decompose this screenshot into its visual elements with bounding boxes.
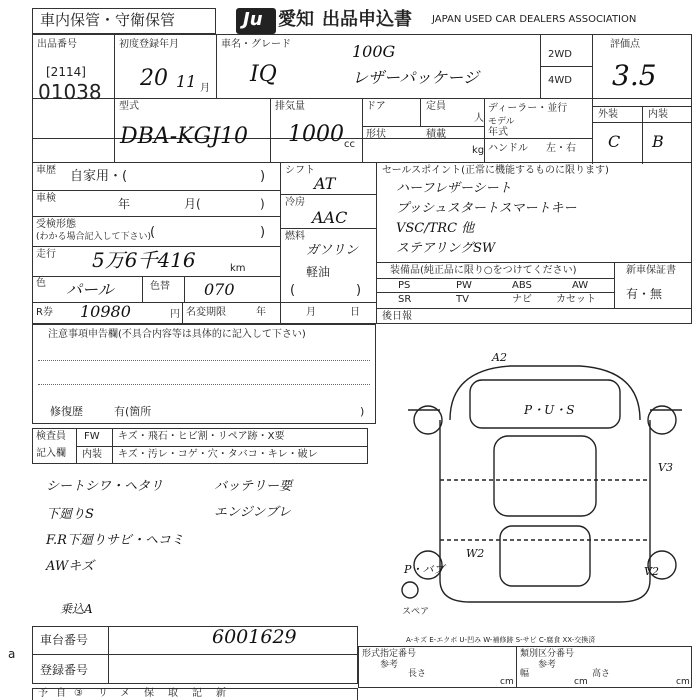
equipment-item[interactable]: SR bbox=[398, 294, 412, 305]
damage-mark: P・U・S bbox=[524, 403, 575, 417]
width-label: 幅 bbox=[520, 669, 530, 679]
registration-month-unit: 月 bbox=[200, 83, 210, 94]
rating-label: 評価点 bbox=[610, 39, 640, 50]
equipment-label: 装備品(純正品に限り○をつけてください) bbox=[390, 265, 577, 276]
mileage-value: 5万6千416 bbox=[92, 248, 196, 272]
model-year-small: モデル bbox=[488, 117, 515, 127]
interior-grade: B bbox=[652, 132, 664, 151]
ju-logo-text: Ju bbox=[243, 9, 263, 30]
exterior-grade: C bbox=[608, 132, 621, 151]
drive-2wd: 2WD bbox=[548, 49, 572, 60]
length-unit: cm bbox=[500, 677, 514, 687]
equipment-item[interactable]: AW bbox=[572, 280, 589, 291]
repair-history-value: 有(箇所 bbox=[114, 405, 152, 418]
model-label: 型式 bbox=[119, 101, 139, 112]
grade-line-1: 100G bbox=[352, 42, 396, 61]
inspector-interior: 内装 bbox=[82, 449, 102, 460]
reg-number-label: 登録番号 bbox=[40, 663, 89, 677]
inspector-note: 乗込A bbox=[60, 602, 93, 616]
form-spec-ref: 参考 bbox=[380, 660, 399, 670]
inspector-label-2: 記入欄 bbox=[36, 448, 66, 459]
registration-month: 11 bbox=[176, 72, 197, 91]
inspection-month: 月( bbox=[184, 197, 201, 211]
spare-label: スペア bbox=[402, 607, 430, 617]
inspection-label: 車検 bbox=[36, 193, 56, 204]
dealer-label: ディーラー・並行 bbox=[488, 103, 568, 114]
acceptance-label: 受検形態 bbox=[36, 219, 76, 230]
chassis-label: 車台番号 bbox=[40, 633, 89, 647]
lot-number: 01038 bbox=[38, 80, 102, 104]
name-change-label: 名変期限 bbox=[186, 307, 226, 318]
inspector-note: バッテリー要 bbox=[214, 479, 293, 494]
handle-label: ハンドル bbox=[488, 143, 528, 154]
doc-item: 自 bbox=[56, 688, 66, 699]
displacement-value: 1000 bbox=[288, 122, 344, 147]
history-value: 自家用・( bbox=[70, 169, 128, 184]
model-code: DBA-KGJ10 bbox=[120, 124, 248, 149]
form-spec-label: 形式指定番号 bbox=[362, 649, 417, 659]
damage-legend: A-キズ E-エクボ U-凹み W-補修跡 S-サビ C-腐食 XX-交換済 bbox=[406, 636, 596, 644]
door-label: ドア bbox=[366, 101, 386, 112]
mileage-unit: km bbox=[230, 263, 246, 274]
storage-label: 車内保管・守衛保管 bbox=[40, 11, 176, 29]
doc-item: メ bbox=[120, 688, 130, 699]
year-label: 年式 bbox=[488, 127, 508, 138]
doc-item: 取 bbox=[168, 688, 178, 699]
recycle-yen: 円 bbox=[170, 309, 180, 320]
doc-item: 新 bbox=[216, 688, 226, 699]
sales-points-label: セールスポイント(正常に機能するものに限ります) bbox=[382, 165, 609, 176]
equipment-item[interactable]: TV bbox=[456, 294, 469, 305]
new-warranty-label: 新車保証書 bbox=[626, 265, 676, 276]
damage-mark: A2 bbox=[492, 351, 507, 364]
damage-mark: P・バブ bbox=[404, 563, 445, 576]
inspection-close: ) bbox=[260, 197, 265, 211]
name-change-month: 月 bbox=[306, 307, 316, 318]
chassis-value: 6001629 bbox=[212, 626, 297, 648]
english-title: JAPAN USED CAR DEALERS ASSOCIATION bbox=[432, 14, 637, 25]
inspector-note: エンジンブレ bbox=[214, 505, 291, 520]
registration-label: 初度登録年月 bbox=[119, 39, 179, 50]
equipment-item[interactable]: ナビ bbox=[512, 294, 532, 305]
fuel-label: 燃料 bbox=[285, 231, 305, 242]
damage-mark: V3 bbox=[658, 461, 673, 474]
recycle-value: 10980 bbox=[80, 302, 131, 321]
shape-label: 形状 bbox=[366, 129, 386, 140]
color-change-label: 色替 bbox=[150, 281, 170, 292]
displacement-unit: cc bbox=[344, 139, 355, 150]
color-value: パール bbox=[66, 280, 114, 299]
fuel-open: ( bbox=[290, 283, 296, 298]
sales-point-item: ステアリングSW bbox=[396, 241, 496, 256]
repair-history-close: ) bbox=[360, 405, 365, 418]
displacement-label: 排気量 bbox=[275, 101, 305, 112]
doc-item: リ bbox=[98, 688, 108, 699]
history-close: ) bbox=[260, 169, 266, 184]
inspector-note: 下廻りS bbox=[46, 507, 94, 522]
rating-score: 3.5 bbox=[612, 59, 657, 92]
color-label: 色 bbox=[36, 278, 46, 289]
drive-4wd: 4WD bbox=[548, 75, 572, 86]
sales-point-item: ハーフレザーシート bbox=[396, 181, 512, 196]
fuel-close: ) bbox=[356, 283, 362, 298]
exterior-label: 外装 bbox=[598, 109, 618, 120]
mileage-label: 走行 bbox=[36, 249, 56, 260]
inspection-year: 年 bbox=[118, 197, 131, 211]
inspector-label-1: 検査員 bbox=[36, 431, 66, 442]
remarks-label: 後日報 bbox=[382, 311, 412, 322]
model-grade-label: 車名・グレード bbox=[221, 39, 291, 50]
notes-label: 注意事項申告欄(不具合内容等は具体的に記入して下さい) bbox=[48, 329, 306, 340]
handle-options: 左・右 bbox=[546, 143, 576, 154]
doc-item: 保 bbox=[144, 688, 154, 699]
class-ref: 参考 bbox=[538, 660, 557, 670]
acceptance-note: (わかる場合記入して下さい) bbox=[36, 232, 152, 242]
capacity-label: 定員 bbox=[426, 101, 446, 112]
shift-value: AT bbox=[314, 174, 336, 193]
history-label: 車歴 bbox=[36, 165, 56, 176]
capacity-unit: 人 bbox=[474, 113, 484, 124]
association-name: 愛知 bbox=[278, 9, 314, 30]
repair-history-label: 修復歴 bbox=[50, 405, 83, 418]
color-code: 070 bbox=[204, 280, 235, 299]
damage-mark: W2 bbox=[466, 547, 485, 560]
inspector-note: シートシワ・ヘタリ bbox=[46, 479, 164, 494]
inspector-fw-items: キズ・飛石・ヒビ割・リペア跡・X要 bbox=[118, 431, 285, 442]
lot-code: [2114] bbox=[46, 65, 86, 79]
doc-item: 記 bbox=[192, 688, 202, 699]
sales-point-item: プッシュスタートスマートキー bbox=[396, 201, 577, 216]
equipment-item[interactable]: PW bbox=[456, 280, 472, 291]
recycle-label: R券 bbox=[36, 307, 53, 318]
ac-label: 冷房 bbox=[285, 197, 305, 208]
equipment-item[interactable]: カセット bbox=[556, 294, 596, 305]
ac-value: AAC bbox=[312, 208, 348, 227]
class-label: 類別区分番号 bbox=[520, 649, 575, 659]
margin-mark: a bbox=[8, 647, 16, 661]
length-label: 長さ bbox=[408, 669, 427, 679]
shift-label: シフト bbox=[285, 165, 315, 176]
height-label: 高さ bbox=[592, 669, 611, 679]
inspector-fw: FW bbox=[84, 431, 100, 442]
acceptance-open: ( bbox=[150, 225, 156, 240]
height-unit: cm bbox=[676, 677, 690, 687]
equipment-item[interactable]: ABS bbox=[512, 280, 532, 291]
load-unit: kg bbox=[472, 145, 485, 156]
registration-year: 20 bbox=[140, 66, 168, 91]
damage-mark: V2 bbox=[644, 565, 659, 578]
inspector-note: AWキズ bbox=[46, 559, 94, 574]
sales-point-item: VSC/TRC 他 bbox=[396, 221, 475, 236]
fuel-gasoline: ガソリン bbox=[306, 243, 359, 258]
width-unit: cm bbox=[574, 677, 588, 687]
equipment-item[interactable]: PS bbox=[398, 280, 411, 291]
doc-item: 予 bbox=[38, 688, 48, 699]
inspector-note: F.R下廻りサビ・ヘコミ bbox=[46, 533, 184, 548]
new-warranty-value: 有・無 bbox=[626, 287, 663, 301]
form-title: 出品申込書 bbox=[322, 9, 412, 30]
lot-label: 出品番号 bbox=[37, 39, 77, 50]
doc-item: ③ bbox=[74, 688, 83, 699]
name-change-year: 年 bbox=[256, 307, 266, 318]
fuel-diesel: 軽油 bbox=[306, 265, 331, 279]
name-change-day: 日 bbox=[350, 307, 360, 318]
interior-label: 内装 bbox=[648, 109, 668, 120]
inspector-interior-items: キズ・汚レ・コゲ・穴・タバコ・キレ・破レ bbox=[118, 449, 318, 460]
grade-line-2: レザーパッケージ bbox=[352, 68, 479, 87]
car-name: IQ bbox=[250, 62, 277, 87]
acceptance-close: ) bbox=[260, 225, 266, 240]
load-label: 積載 bbox=[426, 129, 446, 140]
